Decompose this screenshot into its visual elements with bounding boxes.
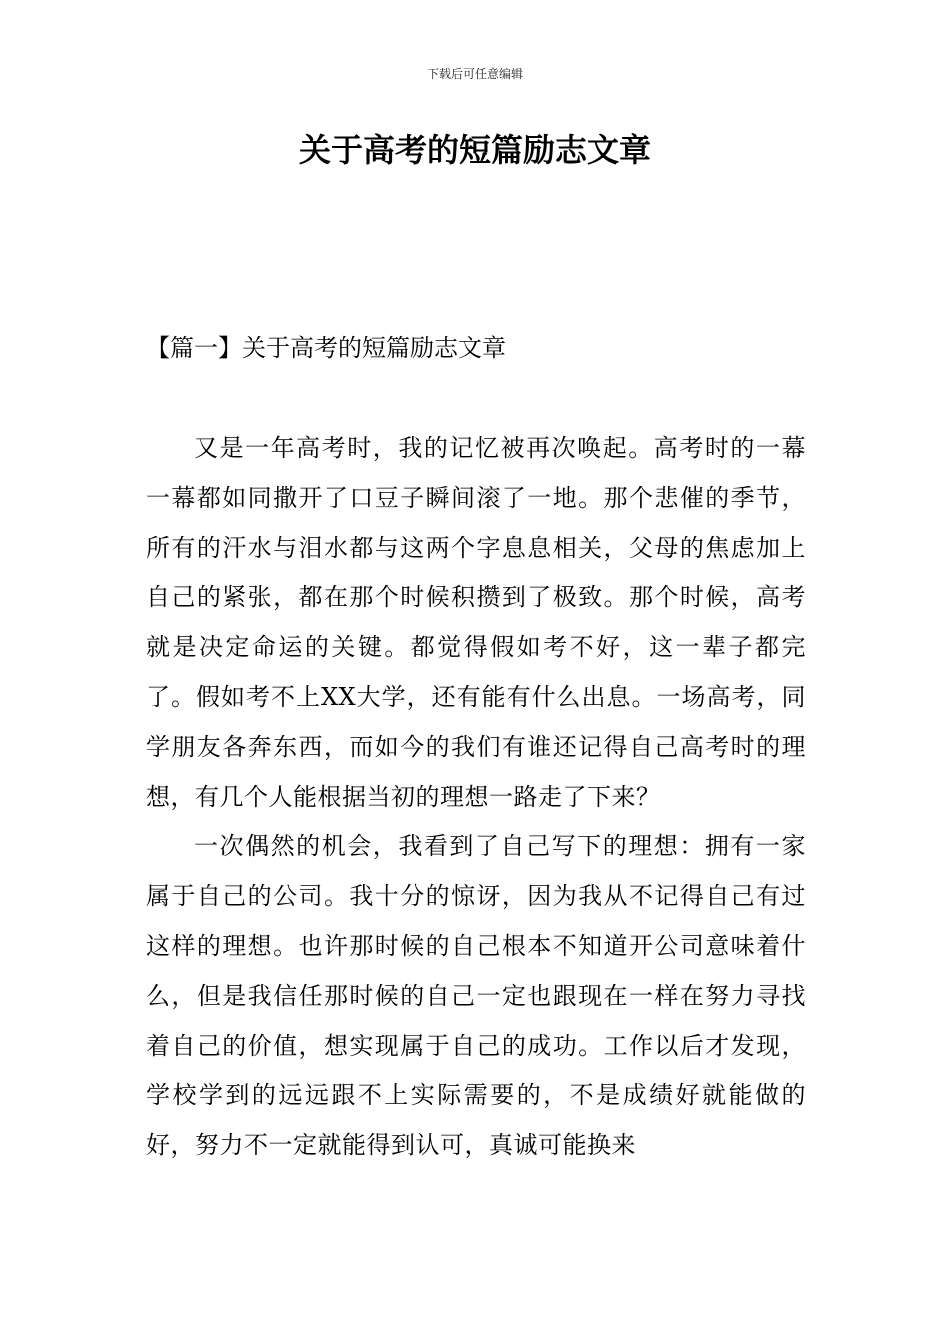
article-body [146,424,806,1171]
section-heading: 【篇一】关于高考的短篇励志文章 [146,334,506,362]
paragraph-2: 一次偶然的机会，我看到了自己写下的理想：拥有一家属于自己的公司。我十分的惊讶，因为我从不记得自己有过这样的理想。也许那时候的自己根本不知道开公司意味着什么，但是我信任那时候的自己一定也跟现在一样在努力寻找着自己的价值，想实现属于自己的成功。工作以后才发现，学校学到的远远跟不上实际需要的，不是成绩好就能做的好，努力不一定就能得到认可，真诚可能换来 [146,832,806,1160]
download-note: 下载后可任意编辑 [426,67,523,81]
document-title: 关于高考的短篇励志文章 [298,131,651,169]
paragraph-1: 又是一年高考时，我的记忆被再次唤起。高考时的一幕一幕都如同撒开了口豆子瞬间滚了一地。那个悲催的季节，所有的汗水与泪水都与这两个字息息相关，父母的焦虑加上自己的紧张，都在那个时候积攒到了极致。那个时候，高考就是决定命运的关键。都觉得假如考不好，这一辈子都完了。假如考不上XX大学，还有能有什么出息。一场高考，同学朋友各奔东西，而如今的我们有谁还记得自己高考时的理想，有几个人能根据当初的理想一路走了下来？ [146,434,806,811]
